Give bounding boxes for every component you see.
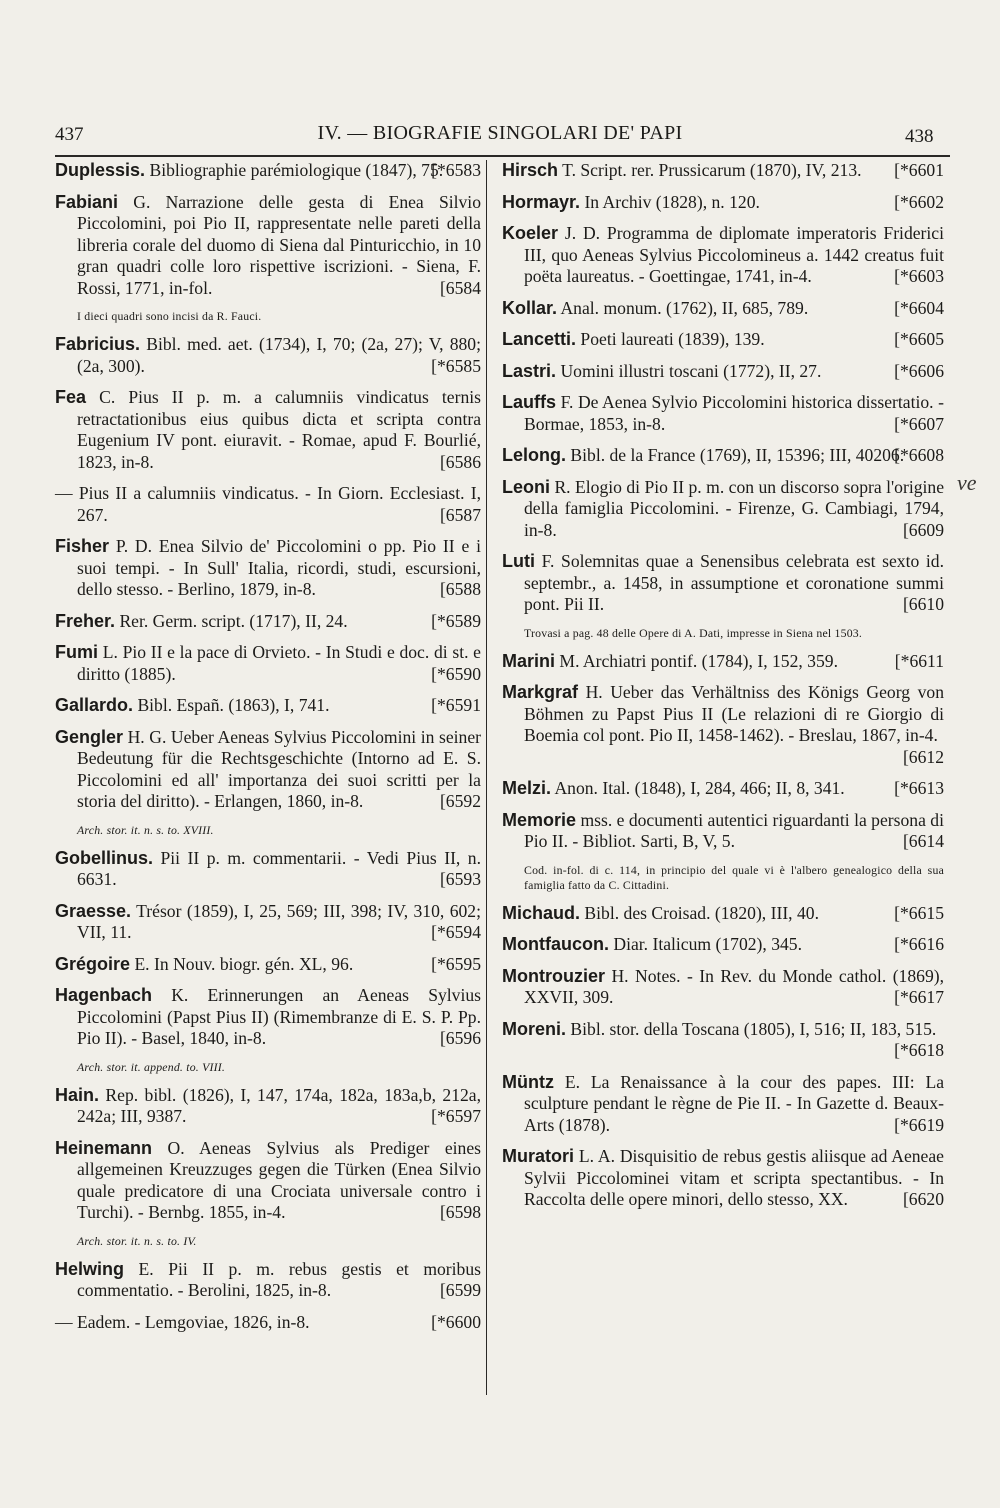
entry-reference-number: [*6595 (431, 953, 481, 974)
bibliography-entry (55, 387, 481, 473)
left-column (55, 160, 481, 1343)
bibliography-entry (502, 392, 944, 435)
bibliography-entry (55, 1312, 481, 1334)
entry-text: (1828), n. 120. (651, 191, 760, 212)
bibliography-entry (502, 361, 944, 383)
bibliography-entry (502, 445, 944, 467)
bibliography-entry (55, 901, 481, 944)
entry-text: Diar. Italicum (1702), 345. (613, 934, 802, 954)
bibliography-entry (502, 966, 944, 1009)
author-name: Lancetti. (502, 329, 577, 349)
entry-text: Anal. monum. (1762), II, 685, 789. (560, 297, 809, 318)
entry-reference-number: [6587 (439, 504, 481, 525)
entry-reference-number: [*6601 (894, 160, 944, 180)
entry-reference-number: [6599 (439, 1280, 481, 1300)
entry-reference-number: [6598 (439, 1202, 481, 1222)
entry-title-italic: Nouv. biogr. gén. (173, 953, 295, 974)
author-initials: K. (171, 985, 189, 1005)
entry-note: Arch. stor. it. append. to. VIII. (77, 1059, 226, 1074)
entry-text: Bibl. des Croisad. (1820), III, 40. (584, 902, 819, 923)
header-rule (55, 155, 950, 157)
entry-text: Uomini illustri toscani (1772), II, 27. (560, 360, 822, 381)
bibliography-entry (55, 192, 481, 300)
author-initials: E. (564, 1071, 581, 1092)
author-name: Lastri. (502, 360, 557, 381)
author-initials: J. D. (564, 223, 601, 243)
author-name: Helwing (55, 1258, 125, 1279)
entry-text: Bibl. med. aet. (1734), I, 70; (2a, 27); V, 880; (2a, 300). (77, 334, 481, 376)
entry-note: Trovasi a pag. 48 delle Opere di A. Dati, impresse in Siena nel 1503. (524, 625, 863, 640)
author-initials: R. (554, 476, 571, 497)
author-name: Markgraf (502, 682, 579, 702)
entry-reference-number: [*6602 (894, 191, 944, 212)
bibliography-entry (502, 682, 944, 768)
entry-title-italic: Rev. du Monde cathol. (720, 965, 887, 986)
bibliography-entry (502, 778, 944, 800)
entry-reference-number: [6620 (902, 1189, 944, 1209)
entry-title-italic: Raccolta delle opere minori, (524, 1189, 724, 1209)
bibliography-entry (502, 298, 944, 320)
entry-reference-number: [*6606 (894, 360, 944, 381)
author-name: Muratori (502, 1146, 574, 1166)
author-initials: C. (99, 387, 116, 407)
author-name: Moreni. (502, 1018, 567, 1039)
bibliography-entry (55, 727, 481, 813)
entry-text: Bibl. Españ. (1863), I, 741. (137, 695, 330, 715)
entry-title-italic: Gazette d. Beaux-Arts (524, 1093, 945, 1135)
entry-text: Anon. Ital. (1848), I, 284, 466; II, 8, 341. (554, 778, 845, 798)
entry-text: Bibl. de la France (1769), II, 15396; III, 40206. (570, 445, 905, 465)
author-name: Lauffs (502, 392, 556, 412)
bibliography-entry (55, 1259, 481, 1302)
entry-text: Programma de diplomate imperatoris Friderici III, quo Aeneas Sylvius Piccolomineus a. 1442 creatus fuit poëta laureatus. - Goettingae, 1741, in-4. (524, 223, 944, 286)
author-name: Gobellinus. (55, 847, 154, 868)
entry-text: Ueber Aeneas Sylvius Piccolomini in seiner Bedeutung für die Rechtsgeschichte (Intorno ad E. S. Piccolomini ed all' importanza dei suoi scritti per la storia del diritto). - Erlangen, 1860, in-8. (77, 726, 481, 811)
bibliography-entry (55, 1085, 481, 1128)
entry-text: XL, 96. (294, 953, 354, 974)
entry-text: Archiatri pontif. (1784), I, 152, 359. (582, 650, 838, 671)
entry-text: Disquisitio de rebus gestis aliisque ad Aeneae Sylvii Piccolominei vitam et scripta spectantibus. - In (524, 1146, 944, 1188)
bibliography-entry (55, 1138, 481, 1224)
entry-text: In (584, 191, 603, 212)
author-name: Montrouzier (502, 965, 605, 986)
entry-reference-number: [*6611 (894, 650, 944, 671)
author-initials: F. (560, 392, 574, 412)
bibliography-entry (55, 642, 481, 685)
bibliography-entry (502, 1019, 944, 1062)
entry-reference-number: [*6604 (894, 297, 944, 318)
author-name: Marini (502, 650, 556, 671)
entry-reference-number: [*6615 (894, 902, 944, 923)
bibliography-entry (502, 551, 944, 616)
bibliography-entry (502, 903, 944, 925)
entry-reference-number: [*6603 (894, 266, 944, 286)
entry-text: Erinnerungen an Aeneas Sylvius Piccolomini (Papst Pius II) (Rimembranze di E. S. P. Pp. Pio II). - Basel, 1840, in-8. (77, 985, 481, 1048)
author-initials: G. (133, 191, 151, 212)
author-name: Lelong. (502, 445, 566, 465)
bibliography-entry (502, 192, 944, 214)
author-name: Fabricius. (55, 334, 141, 354)
author-initials: H. (611, 965, 629, 986)
author-initials: T. (562, 160, 576, 180)
author-name: Memorie (502, 809, 577, 830)
author-name: Gallardo. (55, 695, 134, 715)
running-title: IV. — BIOGRAFIE SINGOLARI DE' PAPI (317, 122, 683, 144)
bibliography-entry (55, 536, 481, 601)
author-initials: L. (102, 642, 118, 662)
entry-text: Pii II p. m. rebus gestis et moribus commentatio. - Berolini, 1825, in-8. (77, 1258, 481, 1300)
author-name: Hagenbach (55, 985, 153, 1005)
entry-text: Enea Silvio de' Piccolomini o pp. Pio II e i suoi tempi. - In (77, 536, 481, 578)
bibliography-entry (55, 334, 481, 377)
entry-reference-number: [6609 (902, 519, 944, 540)
author-name: Fisher (55, 536, 110, 556)
author-initials: L. A. (578, 1146, 615, 1166)
author-initials: F. (541, 551, 555, 571)
running-header (0, 118, 1000, 152)
author-name: Hain. (55, 1084, 100, 1105)
entry-text: Poeti laureati (1839), 139. (580, 329, 765, 349)
entry-reference-number: [*6591 (431, 695, 481, 715)
author-initials: E. (138, 1258, 154, 1279)
entry-reference-number: [*6613 (894, 778, 944, 798)
entry-reference-number: [6593 (439, 869, 481, 889)
bibliography-entry (55, 954, 481, 976)
author-name: Gengler (55, 726, 124, 747)
entry-reference-number: [6596 (439, 1028, 481, 1048)
author-name: Heinemann (55, 1137, 153, 1158)
entry-text: (1869), XXVII, 309. (524, 965, 945, 1007)
author-name: Müntz (502, 1071, 554, 1092)
entry-text: mss. e documenti autentici riguardanti la persona di Pio II. - Bibliot. Sarti, B, V, 5. (524, 809, 944, 851)
entry-reference-number: [*6597 (431, 1106, 481, 1126)
entry-reference-number: [6610 (902, 594, 944, 614)
author-initials: P. D. (115, 536, 153, 556)
entry-text: Bibliographie parémiologique (1847), 75. (149, 160, 444, 180)
entry-note: Cod. in-fol. di c. 114, in principio del quale vi è l'albero genealogico della sua famiglia fatto da C. Cittadini. (524, 862, 944, 892)
bibliography-entry (502, 934, 944, 956)
entry-text: I, 267. (77, 483, 482, 525)
entry-title-italic: Studi e doc. di st. e diritto (77, 642, 481, 684)
entry-reference-number: [6584 (439, 277, 481, 298)
entry-text: dello stesso. - Berlino, 1879, in-8. (77, 579, 316, 599)
author-name: Graesse. (55, 900, 132, 921)
entry-reference-number: [*6605 (894, 329, 944, 349)
author-name: Hormayr. (502, 191, 581, 212)
bibliography-entry (502, 1146, 944, 1211)
right-column (502, 160, 944, 1221)
entry-reference-number: [*6594 (431, 922, 481, 942)
entry-text: Solemnitas quae a Senensibus celebrata est sexto id. septembr., a. 1458, in assumptione et coronatione summi pont. Pii II. (524, 551, 944, 614)
bibliography-entry (502, 651, 944, 673)
entry-text: dello stesso, XX. (723, 1189, 848, 1209)
entry-text: Elogio di Pio II p. m. con un discorso sopra l'origine della famiglia Piccolomini. - Firenze, G. Cambiagi, 1794, in-8. (524, 476, 945, 540)
entry-reference-number: [6612 (902, 746, 944, 767)
entry-note: I dieci quadri sono incisi da R. Fauci. (77, 309, 262, 323)
author-name: Fea (55, 387, 87, 407)
entry-text: In (154, 953, 174, 974)
entry-text: Script. rer. Prussicarum (1870), IV, 213. (580, 160, 862, 180)
entry-text: La Renaissance à la cour des papes. III: La sculpture pendant le règne de Pie II. - In (524, 1071, 944, 1113)
author-initials: H. (585, 682, 603, 702)
column-divider (486, 160, 487, 1395)
bibliography-entry (502, 1072, 944, 1137)
bibliography-entry (502, 223, 944, 288)
author-name: Grégoire (55, 953, 131, 974)
entry-text: Ueber das Verhältniss des Königs Georg von Böhmen zu Papst Pius II (Le relazioni di re Giorgio di Boemia col pont. Pio II, 1458-1462). - Breslau, 1867, in-4. (524, 682, 944, 745)
page-number-right: 438 (905, 126, 934, 147)
entry-title-italic: Archiv (602, 191, 652, 212)
entry-text: — Pius II a calumniis vindicatus. - In (55, 483, 339, 503)
entry-text: Rep. bibl. (1826), I, 147, 174a, 182a, 183a,b, 212a, 242a; III, 9387. (77, 1084, 481, 1126)
entry-reference-number: [*6616 (894, 934, 944, 954)
entry-reference-number: [*6600 (431, 1311, 481, 1332)
entry-note: Arch. stor. it. n. s. to. IV. (77, 1233, 197, 1248)
author-initials: O. (167, 1137, 185, 1158)
entry-text: Rer. Germ. script. (1717), II, 24. (119, 610, 348, 631)
entry-reference-number: [*6618 (894, 1040, 944, 1060)
entry-title-italic: Giorn. Ecclesiast. (338, 483, 465, 503)
entry-text: Bibl. stor. della Toscana (1805), I, 516; II, 183, 515. (570, 1018, 937, 1039)
entry-reference-number: [6586 (439, 451, 481, 472)
entry-reference-number: [*6589 (431, 610, 481, 631)
author-initials: E. (134, 953, 150, 974)
entry-reference-number: [*6619 (894, 1114, 944, 1135)
author-name: Melzi. (502, 778, 552, 798)
author-initials: M. (559, 650, 580, 671)
bibliography-entry (55, 695, 481, 717)
entry-note: Arch. stor. it. n. s. to. XVIII. (77, 822, 214, 837)
author-name: Kollar. (502, 297, 558, 318)
author-name: Fumi (55, 642, 98, 662)
bibliography-entry (502, 477, 944, 542)
entry-title-italic: Sull' Italia, ricordi, studi, escursioni, (207, 557, 481, 578)
entry-reference-number: [6592 (439, 791, 481, 811)
entry-text: Pio II e la pace di Orvieto. - In (122, 642, 346, 662)
entry-reference-number: [*6585 (431, 355, 481, 376)
page-number-left: 437 (55, 124, 84, 145)
author-initials: H. G. (127, 726, 167, 747)
author-name: Leoni (502, 476, 550, 497)
entry-text: De Aenea Sylvio Piccolomini historica dissertatio. - Bormae, 1853, in-8. (524, 392, 944, 434)
entry-reference-number: [*6583 (431, 160, 481, 180)
entry-text: Pius II p. m. a calumniis vindicatus ternis retractationibus eius quibus dicta et scripta contra Eugenium IV pont. eiuravit. - Romae, apud F. Bourlié, 1823, in-8. (77, 387, 481, 472)
entry-reference-number: [*6608 (894, 445, 944, 465)
entry-text: (1878). (554, 1114, 611, 1135)
entry-reference-number: [*6617 (894, 987, 944, 1007)
entry-reference-number: [6614 (902, 831, 944, 851)
bibliography-entry (55, 160, 481, 182)
author-name: Fabiani (55, 191, 119, 212)
bibliography-entry (55, 611, 481, 633)
entry-reference-number: [6588 (439, 579, 481, 599)
entry-text: Trésor (1859), I, 25, 569; III, 398; IV, 310, 602; VII, 11. (77, 900, 481, 942)
bibliography-entry (502, 810, 944, 853)
author-name: Hirsch (502, 160, 559, 180)
author-name: Freher. (55, 610, 116, 631)
entry-text: Notes. - In (635, 965, 721, 986)
author-name: Montfaucon. (502, 934, 609, 954)
author-name: Koeler (502, 223, 559, 243)
author-name: Michaud. (502, 902, 581, 923)
bibliography-entry (55, 483, 481, 526)
entry-text: Aeneas Sylvius als Prediger eines allgemeinen Kreuzzuges gegen die Türken (Enea Silvio quale predicatore di una Crociata universale contro i Turchi). - Bernbg. 1855, in-4. (77, 1137, 482, 1222)
entry-reference-number: [*6590 (431, 663, 481, 684)
handwritten-margin-mark: ve (957, 470, 977, 495)
bibliography-entry (502, 329, 944, 351)
author-name: Luti (502, 551, 535, 571)
entry-text: Narrazione delle gesta di Enea Silvio Piccolomini, poi Pio II, rappresentate nelle pareti della libreria corale del duomo di Siena dal Pinturicchio, in 10 gran quadri colle loro rispettive iscrizioni. - Siena, F. Rossi, 1771, in-fol. (77, 191, 481, 298)
entry-text: Pii II p. m. commentarii. - Vedi Pius II, n. 6631. (77, 847, 481, 889)
bibliography-entry (55, 985, 481, 1050)
author-name: Duplessis. (55, 160, 146, 180)
entry-reference-number: [*6607 (894, 413, 944, 434)
entry-text: — Eadem. - Lemgoviae, 1826, in-8. (55, 1311, 310, 1332)
bibliography-entry (55, 848, 481, 891)
bibliography-entry (502, 160, 944, 182)
entry-text: (1885). (120, 663, 176, 684)
